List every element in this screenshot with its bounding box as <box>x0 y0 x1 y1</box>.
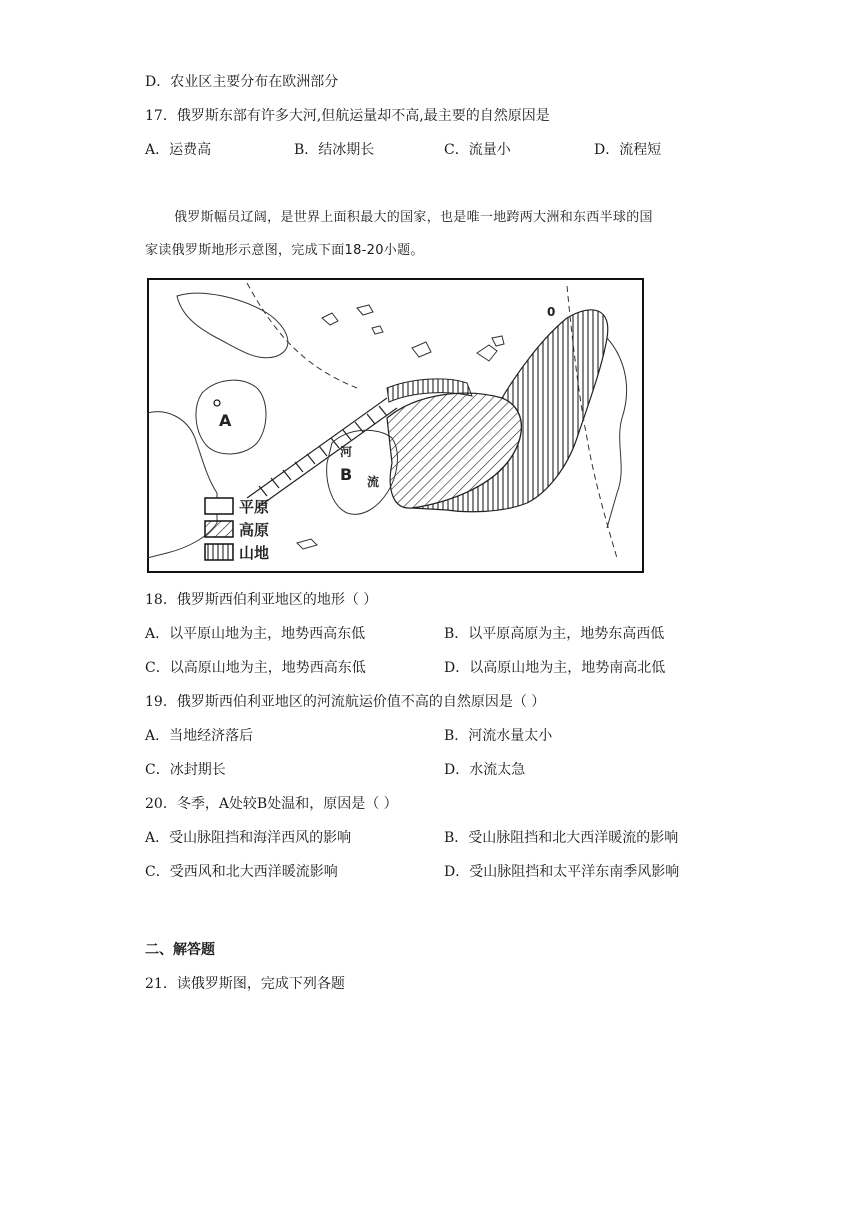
q16-option-d: D．农业区主要分布在欧洲部分 <box>145 74 339 90</box>
q19-option-c: C．冰封期长 <box>145 762 226 778</box>
label-river-1: 河 <box>340 445 353 459</box>
q19-option-b: B．河流水量太小 <box>444 728 553 744</box>
q19-option-d: D．水流太急 <box>444 762 526 778</box>
q18-stem: 18．俄罗斯西伯利亚地区的地形（ ） <box>145 592 378 608</box>
label-zero: 0 <box>547 305 556 319</box>
section-title: 二、解答题 <box>145 942 215 958</box>
q20-option-b: B．受山脉阻挡和北大西洋暖流的影响 <box>444 830 679 846</box>
legend-mountain-label: 山地 <box>239 544 270 562</box>
q18-option-c: C．以高原山地为主，地势西高东低 <box>145 660 366 676</box>
legend-plateau-label: 高原 <box>239 521 270 539</box>
q18-option-a: A．以平原山地为主，地势西高东低 <box>145 626 366 642</box>
passage-line-2: 家读俄罗斯地形示意图，完成下面18-20小题。 <box>145 243 424 258</box>
q21-stem: 21．读俄罗斯图，完成下列各题 <box>145 976 345 992</box>
q17-stem: 17．俄罗斯东部有许多大河,但航运量却不高,最主要的自然原因是 <box>145 108 550 124</box>
q17-option-b: B．结冰期长 <box>294 142 375 158</box>
q17-option-d: D．流程短 <box>594 142 662 158</box>
label-river-2: 流 <box>367 475 380 489</box>
passage-line-1: 俄罗斯幅员辽阔，是世界上面积最大的国家，也是唯一地跨两大洲和东西半球的国 <box>174 210 653 225</box>
q20-option-d: D．受山脉阻挡和太平洋东南季风影响 <box>444 864 680 880</box>
q20-option-a: A．受山脉阻挡和海洋西风的影响 <box>145 830 352 846</box>
label-b: B <box>340 465 353 484</box>
q18-option-b: B．以平原高原为主，地势东高西低 <box>444 626 665 642</box>
q19-stem: 19．俄罗斯西伯利亚地区的河流航运价值不高的自然原因是（ ） <box>145 694 546 710</box>
q20-stem: 20．冬季，A处较B处温和，原因是（ ） <box>145 796 398 812</box>
legend-plain-label: 平原 <box>239 498 270 516</box>
q20-option-c: C．受西风和北大西洋暖流影响 <box>145 864 338 880</box>
q17-option-a: A．运费高 <box>145 142 212 158</box>
russia-terrain-map <box>147 278 644 573</box>
q18-option-d: D．以高原山地为主，地势南高北低 <box>444 660 666 676</box>
q19-option-a: A．当地经济落后 <box>145 728 254 744</box>
q17-option-c: C．流量小 <box>444 142 511 158</box>
label-a: A <box>219 411 232 430</box>
